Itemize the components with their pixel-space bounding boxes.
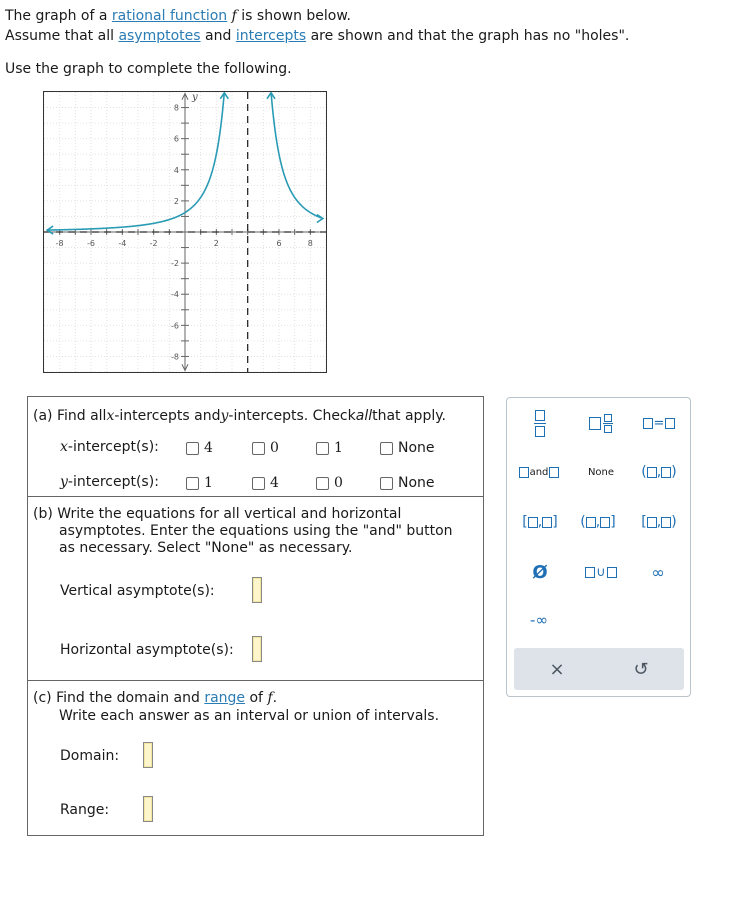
fraction-icon bbox=[603, 414, 613, 433]
close-paren-icon: ) bbox=[671, 514, 677, 530]
checkbox[interactable] bbox=[186, 477, 199, 490]
x-intercept-option-none[interactable] bbox=[380, 440, 435, 456]
union-button[interactable] bbox=[581, 558, 621, 586]
placeholder-square-icon bbox=[600, 517, 610, 528]
placeholder-square-icon bbox=[589, 417, 601, 430]
option-label: 0 bbox=[270, 440, 279, 456]
y-intercept-option-0[interactable] bbox=[316, 475, 343, 491]
intro-text: and bbox=[200, 28, 236, 44]
option-label: 1 bbox=[334, 440, 343, 456]
placeholder-square-icon bbox=[535, 410, 545, 421]
negative-infinity-button[interactable]: -∞ bbox=[530, 611, 548, 629]
part-a-title-text: that apply. bbox=[372, 408, 446, 424]
x-tick-label: 2 bbox=[213, 239, 219, 248]
union-symbol: ∪ bbox=[596, 564, 606, 580]
fraction-bar-icon bbox=[603, 423, 613, 424]
x-tick-label: -2 bbox=[149, 239, 158, 248]
half-open-left-interval-button[interactable] bbox=[575, 508, 621, 536]
part-b-section bbox=[28, 497, 483, 681]
close-paren-icon: ) bbox=[671, 464, 677, 480]
part-a-title-text: -intercepts and bbox=[114, 408, 221, 424]
open-paren-icon: ( bbox=[641, 464, 647, 480]
rational-function-graph bbox=[43, 91, 327, 373]
x-tick-label: -8 bbox=[55, 239, 64, 248]
comma-icon: , bbox=[595, 514, 601, 530]
option-label: None bbox=[398, 475, 435, 491]
intercepts-link[interactable]: intercepts bbox=[235, 28, 307, 44]
comma-icon: , bbox=[656, 514, 662, 530]
math-keypad bbox=[506, 397, 691, 697]
checkbox[interactable] bbox=[380, 442, 393, 455]
rational-function-link[interactable]: rational function bbox=[111, 8, 228, 24]
intro-line-1 bbox=[5, 6, 629, 26]
option-label: 4 bbox=[204, 440, 213, 456]
y-intercept-option-none[interactable] bbox=[380, 475, 435, 491]
y-tick-label: -6 bbox=[171, 321, 179, 331]
undo-button[interactable]: ↺ bbox=[633, 658, 649, 680]
x-tick-label: 6 bbox=[276, 239, 282, 248]
placeholder-square-icon bbox=[604, 425, 612, 433]
range-input[interactable] bbox=[143, 796, 153, 822]
placeholder-square-icon bbox=[542, 517, 552, 528]
domain-label: Domain: bbox=[60, 748, 120, 764]
open-interval-button[interactable] bbox=[637, 458, 681, 486]
part-b-line: asymptotes. Enter the equations using the "and" button bbox=[59, 523, 453, 539]
all-emphasis: all bbox=[355, 408, 373, 424]
x-intercept-option-0[interactable] bbox=[252, 440, 279, 456]
part-c-line-1 bbox=[33, 689, 439, 707]
part-c-instructions bbox=[33, 689, 439, 725]
y-tick-label: 6 bbox=[173, 134, 179, 144]
fraction-bar-icon bbox=[534, 423, 546, 424]
option-label: 1 bbox=[204, 475, 213, 491]
vertical-asymptote-label: Vertical asymptote(s): bbox=[60, 583, 215, 599]
part-a-section bbox=[28, 397, 483, 497]
function-name: f bbox=[231, 8, 237, 24]
y-tick-label: 8 bbox=[173, 103, 179, 113]
x-tick-label: 8 bbox=[307, 239, 313, 248]
graph-canvas bbox=[44, 92, 326, 372]
empty-set-button[interactable]: Ø bbox=[532, 561, 548, 583]
clear-button[interactable]: × bbox=[549, 658, 565, 680]
close-bracket-icon: ] bbox=[610, 514, 616, 530]
intro-text: are shown and that the graph has no "holes". bbox=[306, 28, 630, 44]
open-bracket-icon: [ bbox=[522, 514, 528, 530]
close-bracket-icon: ] bbox=[552, 514, 558, 530]
option-label: 4 bbox=[270, 475, 279, 491]
part-b-line: (b) Write the equations for all vertical and horizontal bbox=[33, 506, 402, 522]
placeholder-square-icon bbox=[535, 426, 545, 437]
y-intercept-label-text: -intercept(s): bbox=[67, 474, 159, 490]
option-label: 0 bbox=[334, 475, 343, 491]
checkbox[interactable] bbox=[316, 477, 329, 490]
comma-icon: , bbox=[656, 464, 662, 480]
y-tick-label: -2 bbox=[171, 259, 179, 269]
y-intercept-option-4[interactable] bbox=[252, 475, 279, 491]
graph-axes bbox=[44, 93, 326, 371]
placeholder-square-icon bbox=[647, 467, 657, 478]
checkbox[interactable] bbox=[252, 477, 265, 490]
x-var: x bbox=[106, 408, 115, 424]
range-label: Range: bbox=[60, 802, 110, 818]
placeholder-square-icon bbox=[585, 567, 595, 578]
mixed-number-button[interactable] bbox=[581, 408, 621, 438]
horizontal-asymptote-label: Horizontal asymptote(s): bbox=[60, 642, 234, 658]
placeholder-square-icon bbox=[661, 517, 671, 528]
intro-text: The graph of a bbox=[5, 8, 112, 24]
equals-symbol: = bbox=[653, 415, 665, 431]
and-button[interactable] bbox=[517, 458, 561, 486]
and-label: and bbox=[529, 466, 549, 478]
part-c-section bbox=[28, 681, 483, 835]
checkbox[interactable] bbox=[186, 442, 199, 455]
y-tick-label: 4 bbox=[173, 165, 179, 175]
range-link[interactable]: range bbox=[204, 690, 246, 706]
placeholder-square-icon bbox=[586, 517, 596, 528]
infinity-button[interactable]: ∞ bbox=[651, 562, 665, 582]
placeholder-square-icon bbox=[643, 418, 653, 429]
placeholder-square-icon bbox=[661, 467, 671, 478]
comma-icon: , bbox=[537, 514, 543, 530]
y-intercept-option-1[interactable] bbox=[186, 475, 213, 491]
equals-button[interactable] bbox=[637, 408, 681, 438]
part-c-text: . bbox=[272, 690, 278, 706]
asymptotes-link[interactable]: asymptotes bbox=[118, 28, 201, 44]
x-var: x bbox=[60, 439, 68, 455]
x-tick-label: -4 bbox=[118, 239, 127, 248]
x-intercept-option-4[interactable] bbox=[186, 440, 213, 456]
fraction-button[interactable] bbox=[525, 408, 555, 438]
closed-interval-button[interactable] bbox=[517, 508, 563, 536]
checkbox[interactable] bbox=[252, 442, 265, 455]
placeholder-square-icon bbox=[528, 517, 538, 528]
question-panel bbox=[27, 396, 484, 836]
y-tick-label: 2 bbox=[173, 196, 179, 206]
x-tick-label: -6 bbox=[87, 239, 95, 248]
intro-text: Assume that all bbox=[5, 28, 119, 44]
part-b-line: as necessary. Select "None" as necessary. bbox=[59, 540, 353, 556]
placeholder-square-icon bbox=[647, 517, 657, 528]
checkbox[interactable] bbox=[316, 442, 329, 455]
part-a-title-text: -intercepts. Check bbox=[228, 408, 356, 424]
part-a-title bbox=[33, 408, 446, 424]
y-tick-label: -8 bbox=[171, 352, 179, 362]
instruction-text: Use the graph to complete the following. bbox=[5, 61, 292, 77]
y-tick-label: -4 bbox=[171, 290, 179, 300]
part-b-instructions bbox=[33, 506, 453, 557]
checkbox[interactable] bbox=[380, 477, 393, 490]
part-a-title-text: (a) Find all bbox=[33, 408, 107, 424]
intro-line-2 bbox=[5, 26, 629, 46]
open-bracket-icon: [ bbox=[641, 514, 647, 530]
curve-right-branch bbox=[271, 93, 321, 218]
x-intercept-option-1[interactable] bbox=[316, 440, 343, 456]
placeholder-square-icon bbox=[549, 467, 559, 478]
part-c-line-2: Write each answer as an interval or union of intervals. bbox=[59, 708, 440, 724]
horizontal-asymptote-input[interactable] bbox=[252, 636, 262, 662]
placeholder-square-icon bbox=[519, 467, 529, 478]
open-paren-icon: ( bbox=[580, 514, 586, 530]
vertical-asymptote-input[interactable] bbox=[252, 577, 262, 603]
placeholder-square-icon bbox=[665, 418, 675, 429]
y-var: y bbox=[220, 408, 229, 424]
placeholder-square-icon bbox=[604, 414, 612, 422]
half-open-right-interval-button[interactable] bbox=[635, 508, 683, 536]
x-intercept-label-text: -intercept(s): bbox=[67, 439, 159, 455]
y-var: y bbox=[60, 474, 68, 490]
problem-intro bbox=[5, 6, 629, 46]
option-label: None bbox=[398, 440, 435, 456]
domain-input[interactable] bbox=[143, 742, 153, 768]
part-c-text: of bbox=[245, 690, 268, 706]
keypad-action-bar bbox=[514, 648, 684, 690]
y-axis-label: y bbox=[192, 92, 198, 103]
none-button[interactable]: None bbox=[587, 466, 615, 478]
intro-text: is shown below. bbox=[236, 8, 351, 24]
function-name: f bbox=[267, 690, 273, 706]
part-c-text: (c) Find the domain and bbox=[33, 690, 205, 706]
y-intercept-label bbox=[60, 474, 159, 490]
x-intercept-label bbox=[60, 439, 159, 455]
placeholder-square-icon bbox=[607, 567, 617, 578]
